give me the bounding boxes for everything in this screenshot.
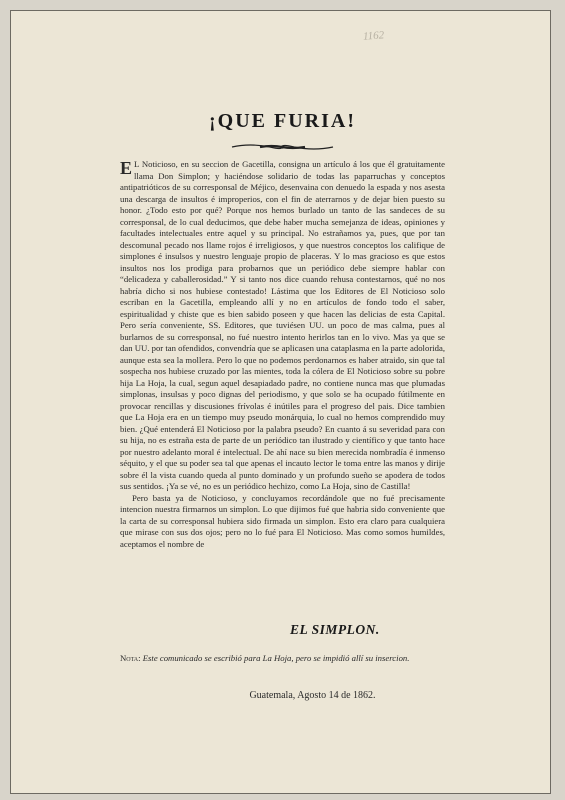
footnote-text: Este comunicado se escribió para La Hoja, pero se impidió allí su insercion. [142, 653, 410, 663]
article-body [120, 159, 445, 550]
signature: EL SIMPLON. [290, 622, 380, 637]
paragraph-1 [120, 159, 445, 493]
pencil-annotation: 1162 [362, 29, 385, 43]
footnote-lead: Nota: [120, 653, 141, 663]
page-title: ¡QUE FURIA! [209, 110, 356, 132]
ornament-divider-icon [230, 141, 335, 153]
paragraph-1-text: L Noticioso, en su seccion de Gacetilla, consigna un artículo á los que él gratuitamente llama Don Simplon; y haciéndose solidario de todas las paparruchas y conceptos antipatrióticos de su corresponsal de Méjico, desenvaina con denuedo la espada y nos asesta una descarga de insultos é improperios, con el fin de aterrarnos y de dejar bien puesto su honor. ¿Todo esto por qué? Porque nos hemos burlado un tanto de las sandeces de su corresponsal, de lo cual deducimos, que debe haber mucha semejanza de ideas, opiniones y facultades intelectuales entre aquel y su principal. No estrañamos ya, pues, que por tan descomunal pecado nos llame rojos é irreligiosos, y que nuestros conceptos los califique de simplones é insulsos y nuestro lenguaje propio de placeras. Y lo mas gracioso es que estos insultos nos los prodiga para probarnos que un periódico debe siempre hablar con “delicadeza y caballerosidad.” Y si tanto nos dice cuando rehusa contestarnos, qué no nos habría dicho si nos hubiese contestado! Lástima que los Editores de El Noticioso solo escriban en la Gacetilla, empleando allí y no en artículos de fondo todo el saber, espiritualidad y chiste que es bien sabido poseen y que hacen las delicias de esta Capital. Pero sería conveniente, SS. Editores, que tuviésen UU. un poco de mas calma, pues al burlarnos de su corresponsal, no fué nuestro intento herirlos tan en lo vivo. Mas ya que se dan UU. por tan ofendidos, convendría que se aplicasen una cataplasma en la parte adolorida, aunque esta sea la mollera. Pero lo que no podemos perdonarnos es haber atraido, sin que tal sospecha nos hubiese cruzado por las mientes, toda la cólera de El Noticioso sobre su pobre hija La Hoja, la cual, segun aquel desapiadado padre, no contiene nunca mas que plumadas simplonas, insulsas y poco dignas del periodismo, y que solo se ha ocupado fútilmente en provocar rencillas y discusiones frívolas é inútiles para el progreso del pais. Dice tambien que La Hoja era en un tiempo muy pseudo monárquia, lo cual no hemos comprendido muy bien. ¿Qué entenderá El Noticioso por la palabra pseudo? En cuanto á su severidad para con su hija, no es estraña esta de parte de un periódico tan ilustrado y científico y que tanto hace por nuestro adelanto moral é intelectual. De ahí nace su bien merecida nombradía é inmenso séquito, y el que su poder sea tal que apenas el incauto lector le toma entre las manos y dirije sobre él la vista cuando queda al punto dominado y un profundo sueño se apodera de todos sus sentidos. ¡Ya se vé, no es un periódico hechizo, como La Hoja, sino de Castilla! [120, 159, 445, 491]
dateline: Guatemala, Agosto 14 de 1862. [249, 690, 376, 701]
drop-cap: E [120, 158, 133, 178]
footnote [120, 653, 445, 665]
paragraph-2: Pero basta ya de Noticioso, y concluyamos recordándole que no fué precisamente intencion nuestra firmarnos un simplon. Lo que dijimos fué que habria sido conveniente que la carta de su corresponsal hubiera sido firmada un simplon. Esto era claro para cualquiera que mirase con sus dos ojos; pero no lo fué para El Noticioso. Mas como somos humildes, aceptamos el nombre de [120, 492, 445, 549]
